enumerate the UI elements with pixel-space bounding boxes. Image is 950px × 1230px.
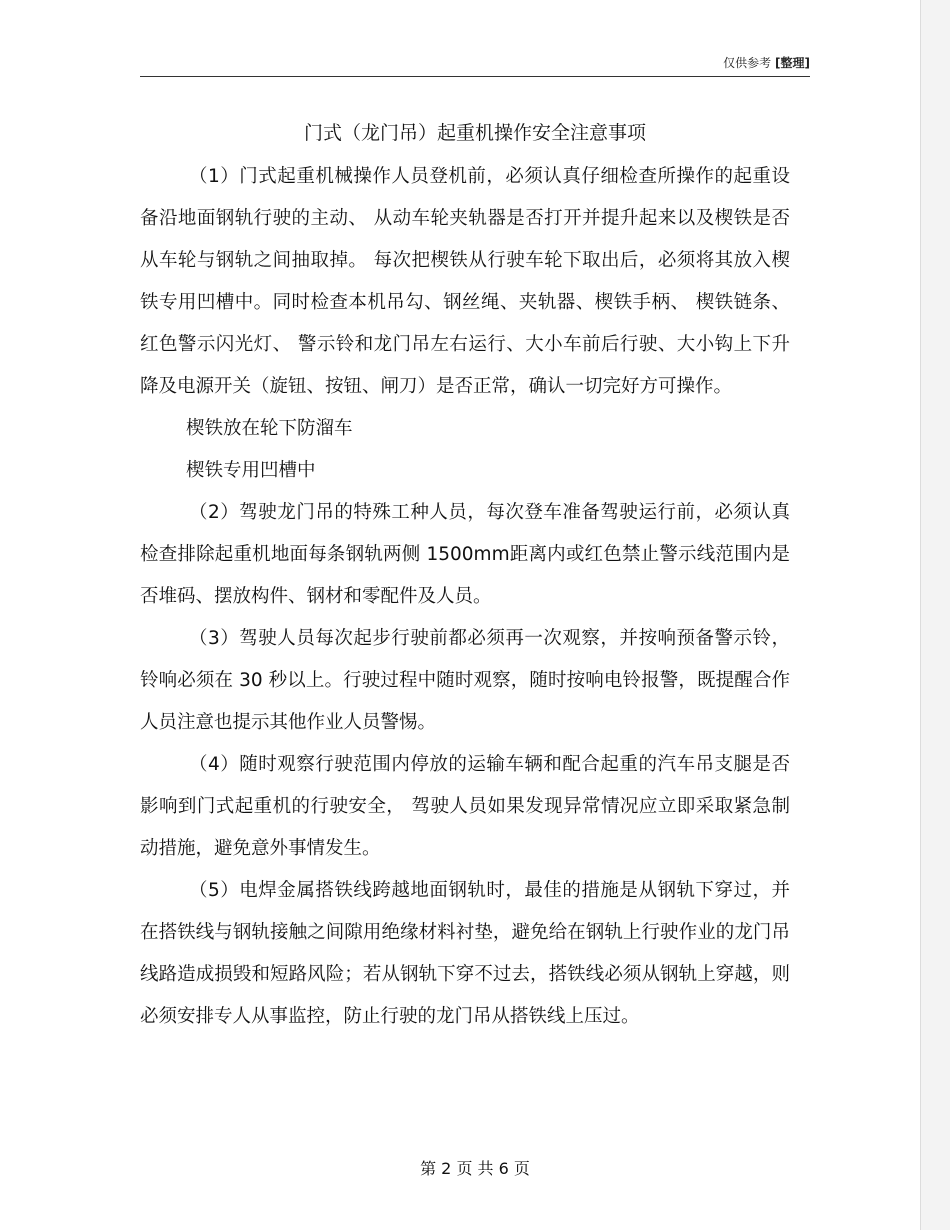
- header-rule: [140, 76, 810, 77]
- document-title: 门式（龙门吊）起重机操作安全注意事项: [303, 122, 646, 144]
- paragraph-4: （4）随时观察行驶范围内停放的运输车辆和配合起重的汽车吊支腿是否影响到门式起重机的行驶安全， 驾驶人员如果发现异常情况应立即采取紧急制动措施，避免意外事情发生。: [140, 754, 790, 859]
- header-note: 仅供参考: [723, 56, 772, 70]
- page-footer: 第 2 页 共 6 页: [420, 1159, 530, 1178]
- page-header: [140, 54, 810, 74]
- header-tag: [整理]: [775, 56, 810, 70]
- paragraph-wedge-note-1: 楔铁放在轮下防溜车: [186, 418, 353, 439]
- paragraph-wedge-note-2: 楔铁专用凹槽中: [186, 460, 316, 481]
- paragraph-2: （2）驾驶龙门吊的特殊工种人员，每次登车准备驾驶运行前，必须认真检查排除起重机地面每条钢轨两侧 1500mm距离内或红色禁止警示线范围内是否堆码、摆放构件、钢材和零配件及人员。: [140, 502, 790, 607]
- paragraph-5: （5）电焊金属搭铁线跨越地面钢轨时，最佳的措施是从钢轨下穿过，并在搭铁线与钢轨接触之间隙用绝缘材料衬垫，避免给在钢轨上行驶作业的龙门吊线路造成损毁和短路风险；若从钢轨下穿不过去，搭铁线必须从钢轨上穿越，则必须安排专人从事监控，防止行驶的龙门吊从搭铁线上压过。: [140, 880, 790, 1027]
- paragraph-3: （3）驾驶人员每次起步行驶前都必须再一次观察，并按响预备警示铃，铃响必须在 30 秒以上。行驶过程中随时观察，随时按响电铃报警，既提醒合作人员注意也提示其他作业人员警惕。: [140, 628, 790, 733]
- document-body: [140, 156, 790, 1038]
- paragraph-1: （1）门式起重机械操作人员登机前，必须认真仔细检查所操作的起重设备沿地面钢轨行驶的主动、 从动车轮夹轨器是否打开并提升起来以及楔铁是否从车轮与钢轨之间抽取掉。 每次把楔铁从行驶车轮下取出后，必须将其放入楔铁专用凹槽中。同时检查本机吊勾、钢丝绳、夹轨器、楔铁手柄、 楔铁链条、 红色警示闪光灯、 警示铃和龙门吊左右运行、大小车前后行驶、大小钩上下升降及电源开关（旋钮、按钮、闸刀）是否正常，确认一切完好方可操作。: [140, 166, 790, 397]
